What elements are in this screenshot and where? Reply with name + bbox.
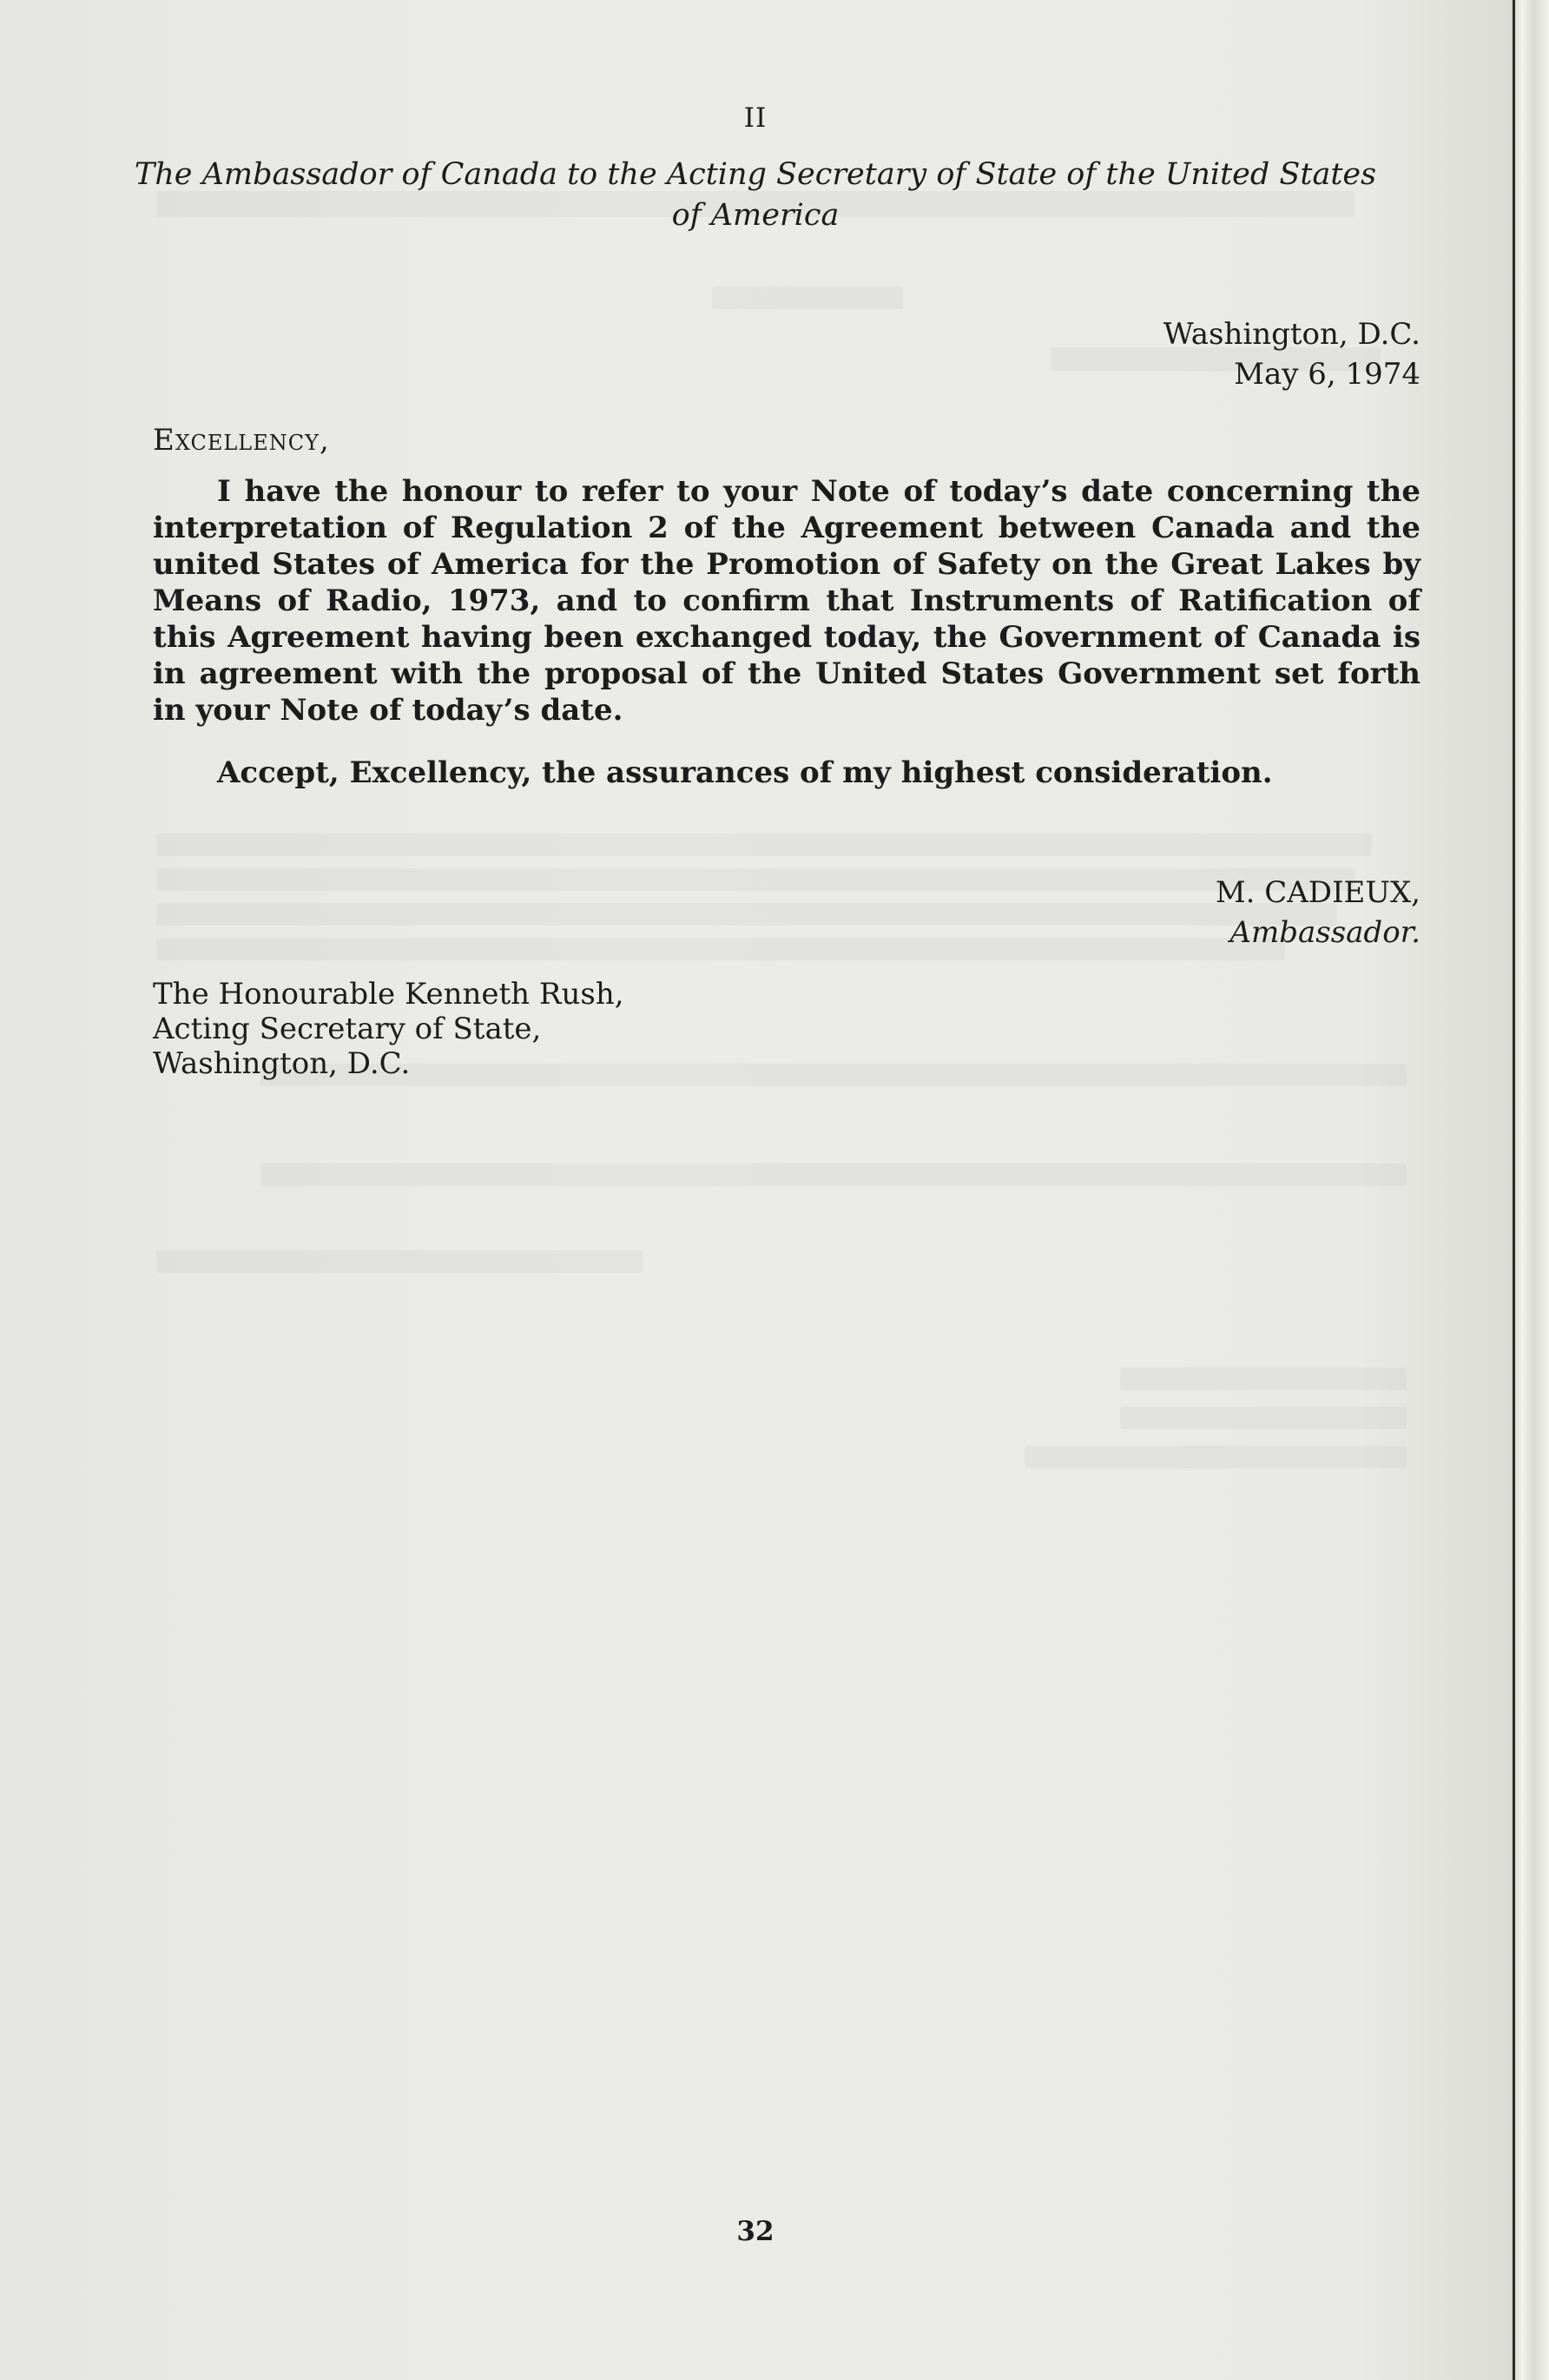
binding-shadow-line: [1513, 0, 1515, 2380]
date: May 6, 1974: [1234, 357, 1420, 392]
addressee-block: [153, 977, 624, 1081]
signatory-name: M. CADIEUX,: [1215, 875, 1420, 910]
signature-block: [1216, 873, 1420, 953]
letter-heading: The Ambassador of Canada to the Acting Secretary of State of the United States of America: [134, 157, 1377, 233]
closing-line: Accept, Excellency, the assurances of my highest consideration.: [217, 755, 1273, 790]
page-number: 32: [736, 2216, 774, 2247]
place: Washington, D.C.: [1163, 317, 1420, 352]
salutation: Excellency,: [153, 423, 330, 458]
addressee-line: Washington, D.C.: [153, 1046, 411, 1081]
body-paragraph: I have the honour to refer to your Note of today’s date concerning the interpretation of Regulation 2 of the Agreement between Canada and the united States of America for the Promotion of Safety on the Great Lakes by Means of Radio, 1973, and to confirm that Instruments of Ratification of this Agreement having been exchanged today, the Government of Canada is in agreement with the proposal of the United States Government set forth in your Note of today’s date.: [153, 474, 1420, 728]
addressee-line: Acting Secretary of State,: [153, 1012, 542, 1046]
section-number: II: [743, 102, 768, 134]
place-and-date: [1163, 314, 1420, 394]
signatory-title: Ambassador.: [1229, 915, 1420, 950]
addressee-line: The Honourable Kenneth Rush,: [153, 977, 624, 1012]
book-binding-edge: [1511, 0, 1549, 2380]
